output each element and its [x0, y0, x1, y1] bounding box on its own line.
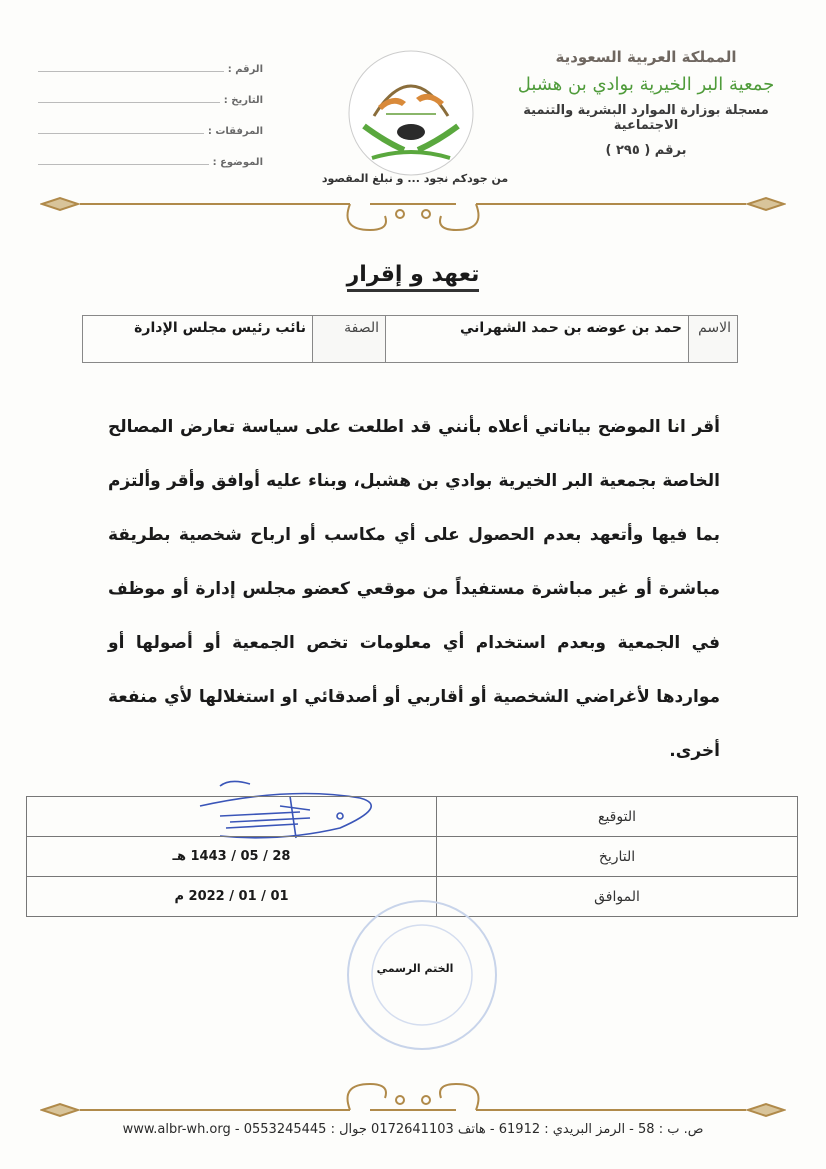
kingdom-name: المملكة العربية السعودية [555, 48, 737, 66]
motto: من جودكم نجود ... و نبلغ المقصود [321, 172, 509, 185]
field-subject [38, 137, 263, 168]
gregorian-date-label: الموافق [437, 877, 798, 917]
field-label: الموضوع : [212, 157, 263, 168]
association-name: جمعية البر الخيرية بوادي بن هشبل [517, 74, 775, 95]
field-date [38, 75, 263, 106]
hijri-date-row [27, 837, 798, 877]
field-line [38, 71, 224, 72]
reference-fields [38, 44, 263, 168]
registration-number: برقم ( ٢٩٥ ) [605, 143, 687, 158]
document-title-wrap [0, 262, 826, 287]
info-row [83, 316, 738, 363]
signature-value [27, 797, 437, 837]
hijri-date-label: التاريخ [437, 837, 798, 877]
official-stamp [345, 898, 500, 1053]
role-value: نائب رئيس مجلس الإدارة [83, 316, 313, 363]
hijri-date-value: 28 / 05 / 1443 هـ [27, 837, 437, 877]
field-line [38, 164, 209, 165]
registration-text: مسجلة بوزارة الموارد البشرية والتنمية الاجتماعية [523, 103, 769, 133]
signature-label: التوقيع [437, 797, 798, 837]
signature-row [27, 797, 798, 837]
association-logo [344, 46, 478, 180]
field-attachments [38, 106, 263, 137]
info-table [82, 315, 738, 363]
field-line [38, 102, 220, 103]
field-label: المرفقات : [207, 126, 263, 137]
document-title: تعهد و إقرار [347, 262, 480, 292]
field-label: الرقم : [227, 64, 263, 75]
name-label: الاسم [689, 316, 738, 363]
name-value: حمد بن عوضه بن حمد الشهراني [386, 316, 689, 363]
letterhead-org [496, 48, 796, 158]
footer-contact: ص. ب : 58 - الرمز البريدي : 61912 - هاتف 0172641103 جوال : 0553245445 - www.albr-wh.org [122, 1122, 704, 1137]
declaration-body: أقر انا الموضح بياناتي أعلاه بأنني قد اطلعت على سياسة تعارض المصالح الخاصة بجمعية البر الخيرية بوادي بن هشبل، وبناء عليه أوافق وأقر وألتزم بما فيها وأتعهد بعدم الحصول على أي مكاسب أو ارباح شخصية بطريقة مباشرة أو غير مباشرة مستفيداً من موقعي كعضو مجلس إدارة أو موظف في الجمعية وبعدم استخدام أي معلومات تخص الجمعية أو أصولها أو مواردها لأغراضي الشخصية أو أقاربي أو أصدقائي او استغلالها لأي منفعة أخرى. [108, 417, 720, 761]
field-label: التاريخ : [223, 95, 263, 106]
ornament-divider-top [40, 190, 786, 240]
role-label: الصفة [313, 316, 386, 363]
field-line [38, 133, 204, 134]
field-number [38, 44, 263, 75]
gregorian-date-value: 01 / 01 / 2022 م [27, 877, 437, 917]
stamp-label: الختم الرسمي [376, 962, 454, 975]
